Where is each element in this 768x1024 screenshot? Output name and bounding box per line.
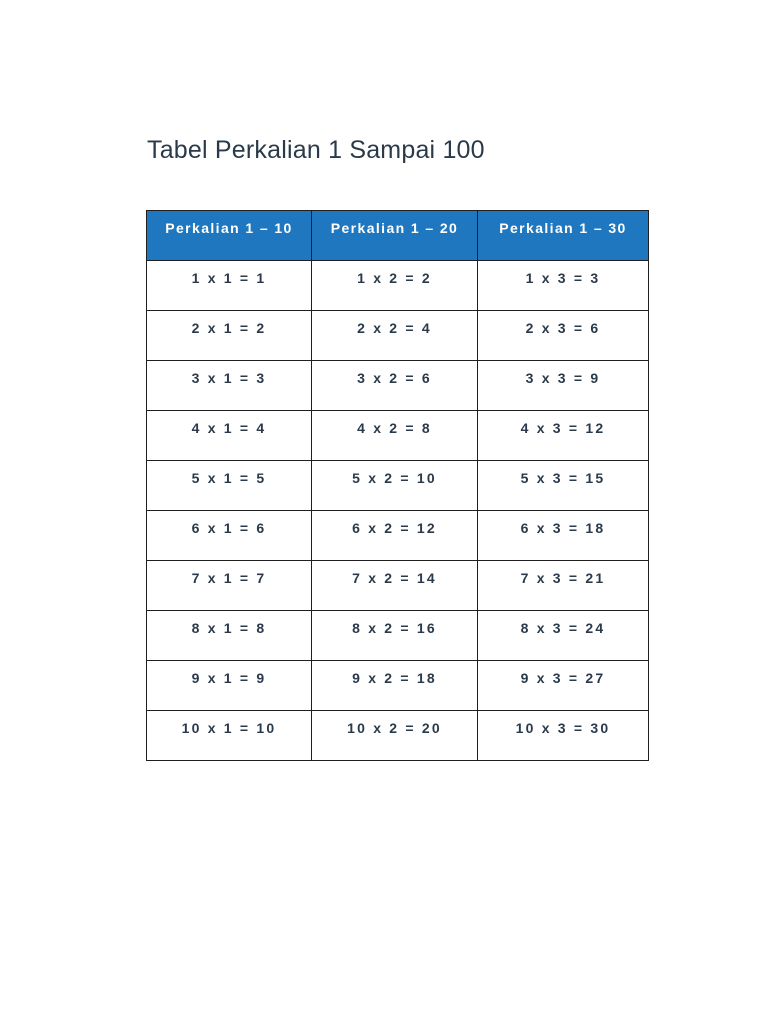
table-row xyxy=(147,611,649,661)
table-cell: 8 x 2 = 16 xyxy=(312,611,478,661)
header-row xyxy=(147,211,649,261)
table-row xyxy=(147,461,649,511)
table-cell: 9 x 2 = 18 xyxy=(312,661,478,711)
table-cell: 1 x 1 = 1 xyxy=(147,261,312,311)
table-row xyxy=(147,411,649,461)
table-cell: 3 x 2 = 6 xyxy=(312,361,478,411)
table-cell: 2 x 2 = 4 xyxy=(312,311,478,361)
page-title: Tabel Perkalian 1 Sampai 100 xyxy=(147,136,485,164)
table-row xyxy=(147,361,649,411)
table-cell: 10 x 2 = 20 xyxy=(312,711,478,761)
table-cell: 3 x 1 = 3 xyxy=(147,361,312,411)
table-row xyxy=(147,311,649,361)
multiplication-table xyxy=(146,210,649,761)
table-cell: 8 x 3 = 24 xyxy=(478,611,649,661)
table-cell: 7 x 3 = 21 xyxy=(478,561,649,611)
table-row xyxy=(147,661,649,711)
table-cell: 4 x 2 = 8 xyxy=(312,411,478,461)
table-header xyxy=(147,211,649,261)
table-cell: 6 x 1 = 6 xyxy=(147,511,312,561)
table-row xyxy=(147,261,649,311)
table-cell: 4 x 3 = 12 xyxy=(478,411,649,461)
table-cell: 10 x 1 = 10 xyxy=(147,711,312,761)
table-cell: 9 x 1 = 9 xyxy=(147,661,312,711)
table-cell: 3 x 3 = 9 xyxy=(478,361,649,411)
header-cell-perkalian-1-30: Perkalian 1 – 30 xyxy=(478,211,649,261)
table-cell: 2 x 1 = 2 xyxy=(147,311,312,361)
table-row xyxy=(147,711,649,761)
header-cell-perkalian-1-20: Perkalian 1 – 20 xyxy=(312,211,478,261)
table-cell: 9 x 3 = 27 xyxy=(478,661,649,711)
header-cell-perkalian-1-10: Perkalian 1 – 10 xyxy=(147,211,312,261)
table-cell: 5 x 3 = 15 xyxy=(478,461,649,511)
table-cell: 2 x 3 = 6 xyxy=(478,311,649,361)
table-row xyxy=(147,561,649,611)
table-cell: 10 x 3 = 30 xyxy=(478,711,649,761)
table-cell: 7 x 2 = 14 xyxy=(312,561,478,611)
table-cell: 1 x 3 = 3 xyxy=(478,261,649,311)
table-row xyxy=(147,511,649,561)
table-cell: 5 x 2 = 10 xyxy=(312,461,478,511)
table-body xyxy=(147,261,649,761)
table-cell: 6 x 3 = 18 xyxy=(478,511,649,561)
table-cell: 7 x 1 = 7 xyxy=(147,561,312,611)
table-cell: 1 x 2 = 2 xyxy=(312,261,478,311)
table-cell: 8 x 1 = 8 xyxy=(147,611,312,661)
table-cell: 6 x 2 = 12 xyxy=(312,511,478,561)
table-cell: 4 x 1 = 4 xyxy=(147,411,312,461)
table-cell: 5 x 1 = 5 xyxy=(147,461,312,511)
